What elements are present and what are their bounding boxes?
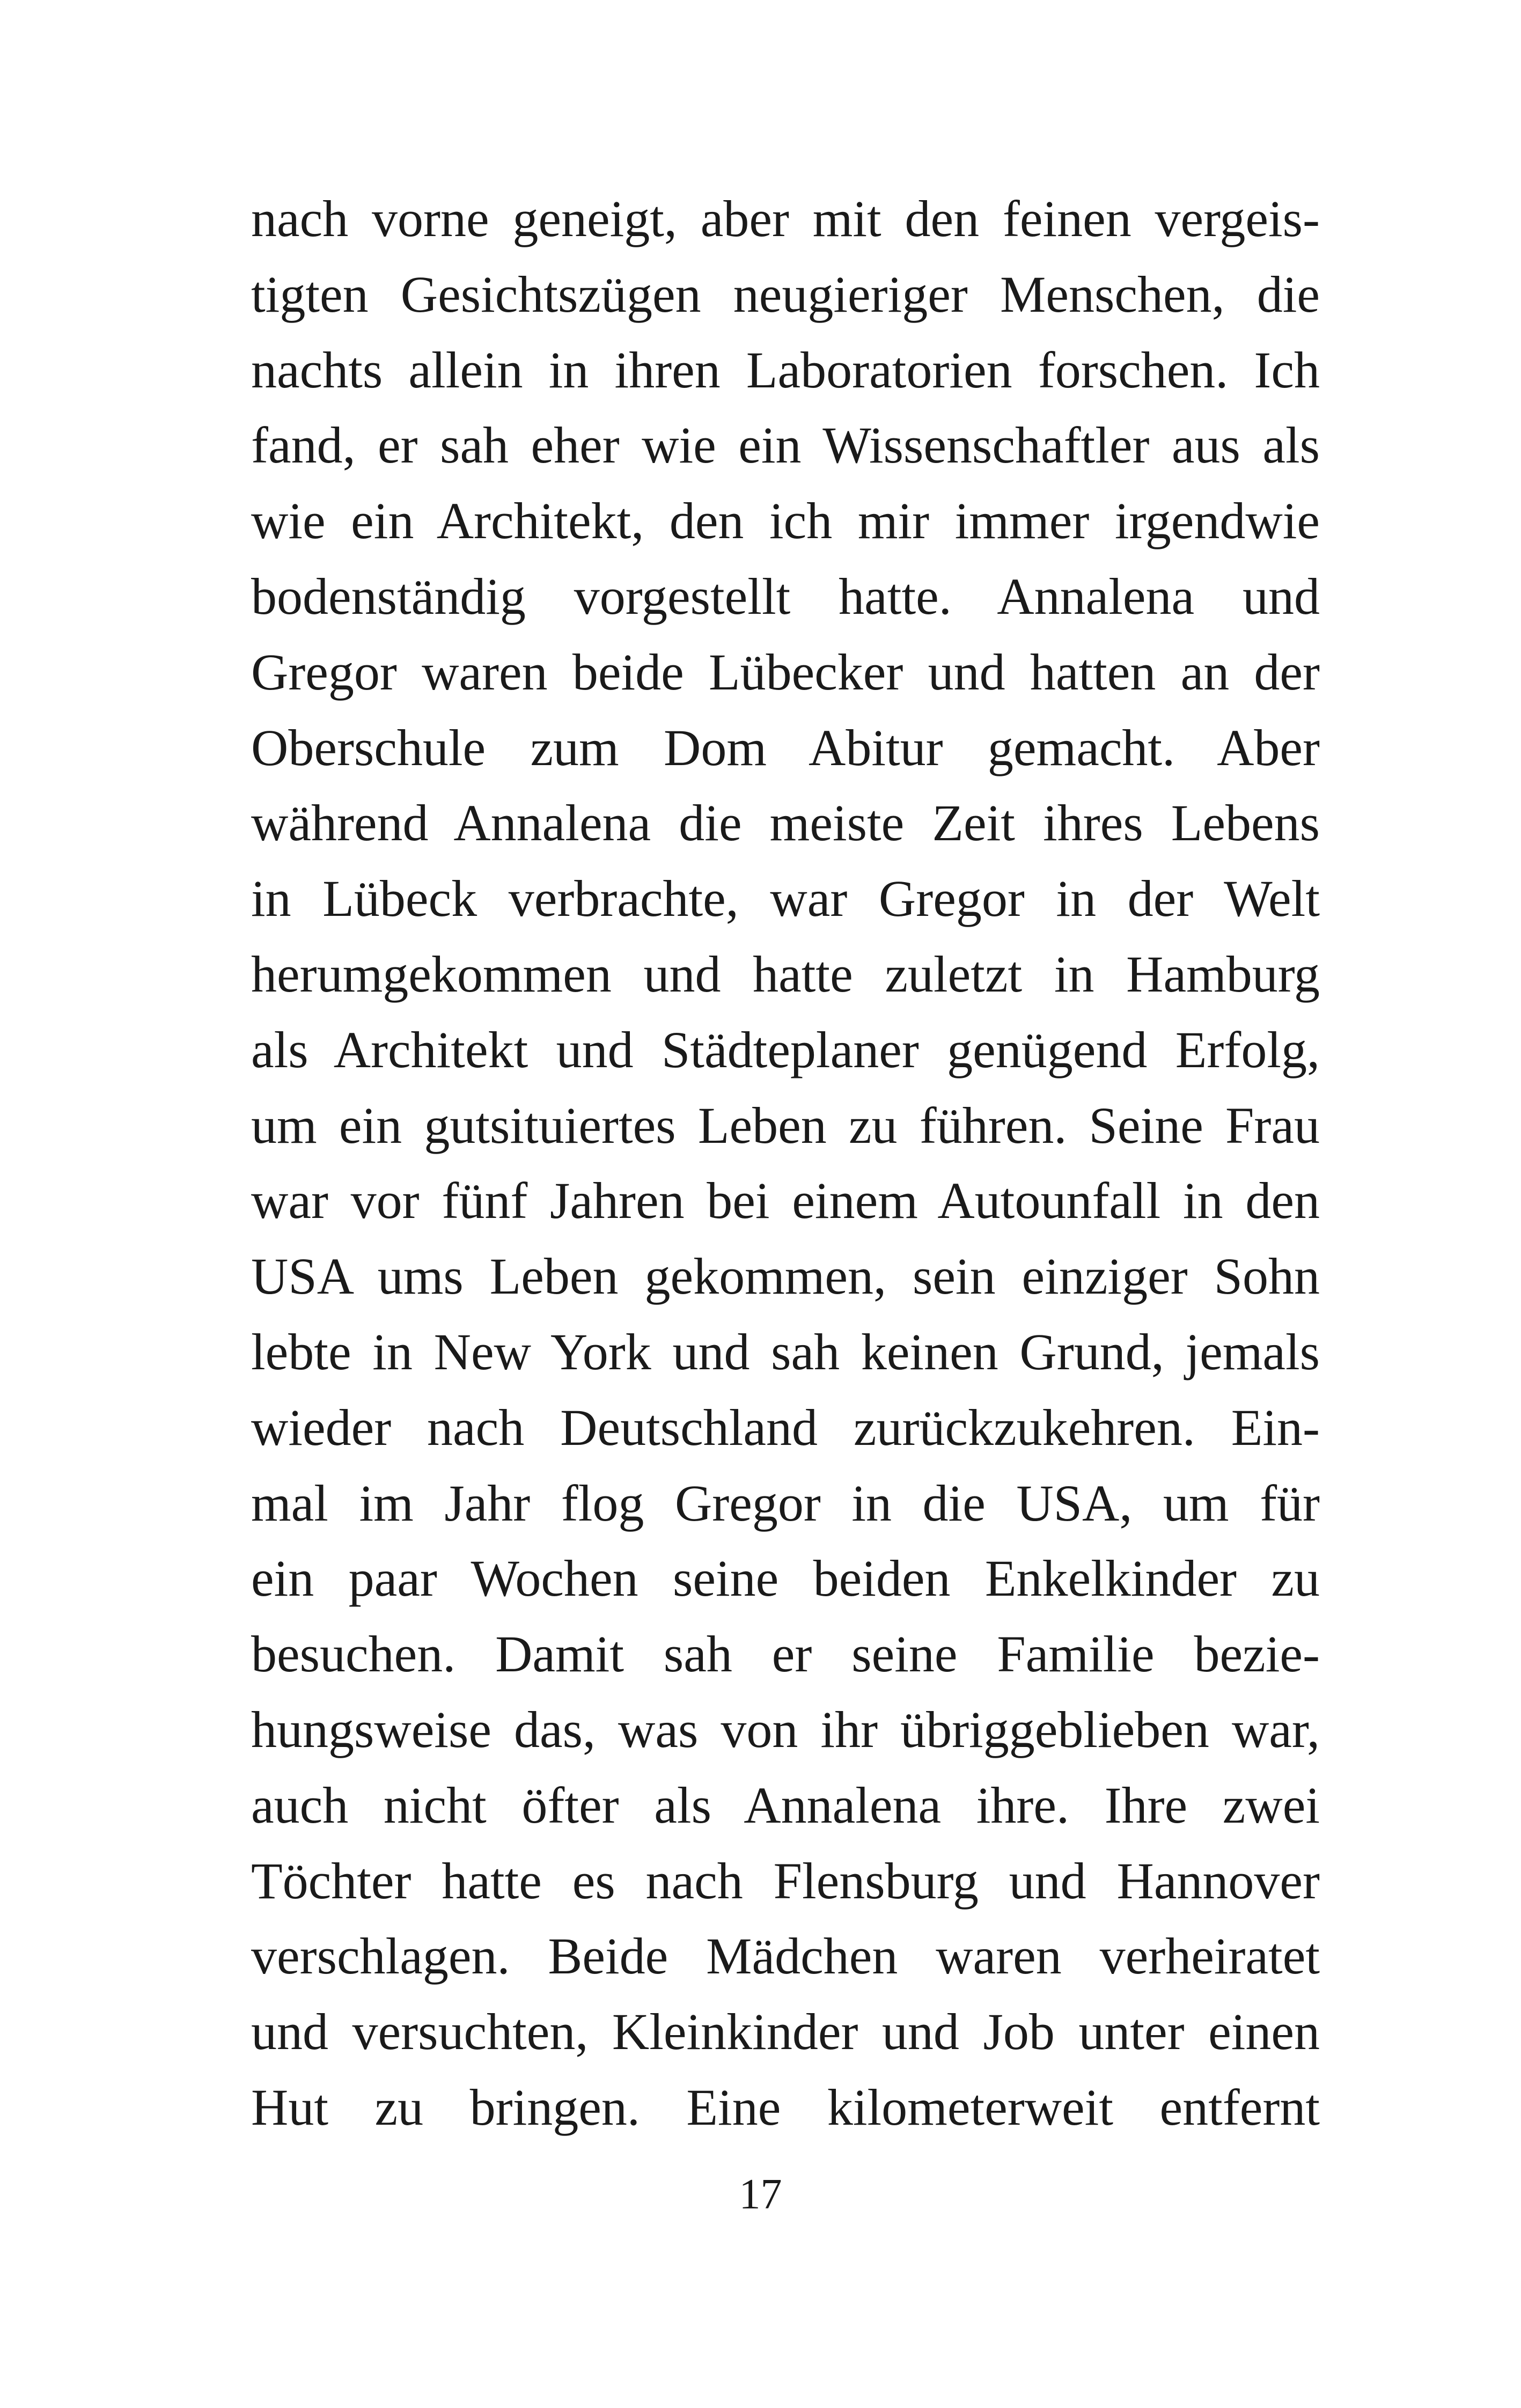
text-line-23: Töchter hatte es nach Flensburg und Hannover — [251, 1852, 1320, 1910]
text-line-20: besuchen. Damit sah er seine Familie bezie- — [251, 1625, 1320, 1683]
text-line-4: fand, er sah eher wie ein Wissenschaftler aus als — [251, 416, 1320, 474]
text-line-8: Oberschule zum Dom Abitur gemacht. Aber — [251, 718, 1320, 776]
body-text — [251, 181, 1320, 2146]
text-line-18: mal im Jahr flog Gregor in die USA, um für — [251, 1474, 1320, 1532]
text-line-22: auch nicht öfter als Annalena ihre. Ihre zwei — [251, 1776, 1320, 1834]
text-line-2: tigten Gesichtszügen neugieriger Menschen, die — [251, 265, 1320, 323]
text-line-3: nachts allein in ihren Laboratorien forschen. Ich — [251, 341, 1320, 399]
text-line-13: um ein gutsituiertes Leben zu führen. Seine Frau — [251, 1096, 1320, 1154]
text-line-6: bodenständig vorgestellt hatte. Annalena und — [251, 567, 1320, 625]
text-line-25: und versuchten, Kleinkinder und Job unter einen — [251, 2003, 1320, 2061]
text-line-14: war vor fünf Jahren bei einem Autounfall in den — [251, 1172, 1320, 1230]
text-line-10: in Lübeck verbrachte, war Gregor in der Welt — [251, 870, 1320, 928]
text-line-5: wie ein Architekt, den ich mir immer irgendwie — [251, 492, 1320, 550]
text-line-1: nach vorne geneigt, aber mit den feinen vergeis- — [251, 190, 1320, 247]
text-line-24: verschlagen. Beide Mädchen waren verheiratet — [251, 1927, 1320, 1985]
text-line-17: wieder nach Deutschland zurückzukehren. Ein- — [251, 1398, 1320, 1456]
text-line-11: herumgekommen und hatte zuletzt in Hamburg — [251, 945, 1320, 1003]
text-line-7: Gregor waren beide Lübecker und hatten an der — [251, 643, 1320, 701]
text-line-12: als Architekt und Städteplaner genügend Erfolg, — [251, 1021, 1320, 1078]
text-line-21: hungsweise das, was von ihr übriggeblieben war, — [251, 1700, 1320, 1758]
text-line-9: während Annalena die meiste Zeit ihres Lebens — [251, 794, 1320, 852]
page-number: 17 — [739, 2171, 782, 2218]
text-line-15: USA ums Leben gekommen, sein einziger Sohn — [251, 1247, 1320, 1305]
text-line-26: Hut zu bringen. Eine kilometerweit entfernt — [251, 2078, 1320, 2136]
text-line-19: ein paar Wochen seine beiden Enkelkinder zu — [251, 1550, 1320, 1607]
text-line-16: lebte in New York und sah keinen Grund, jemals — [251, 1323, 1320, 1381]
